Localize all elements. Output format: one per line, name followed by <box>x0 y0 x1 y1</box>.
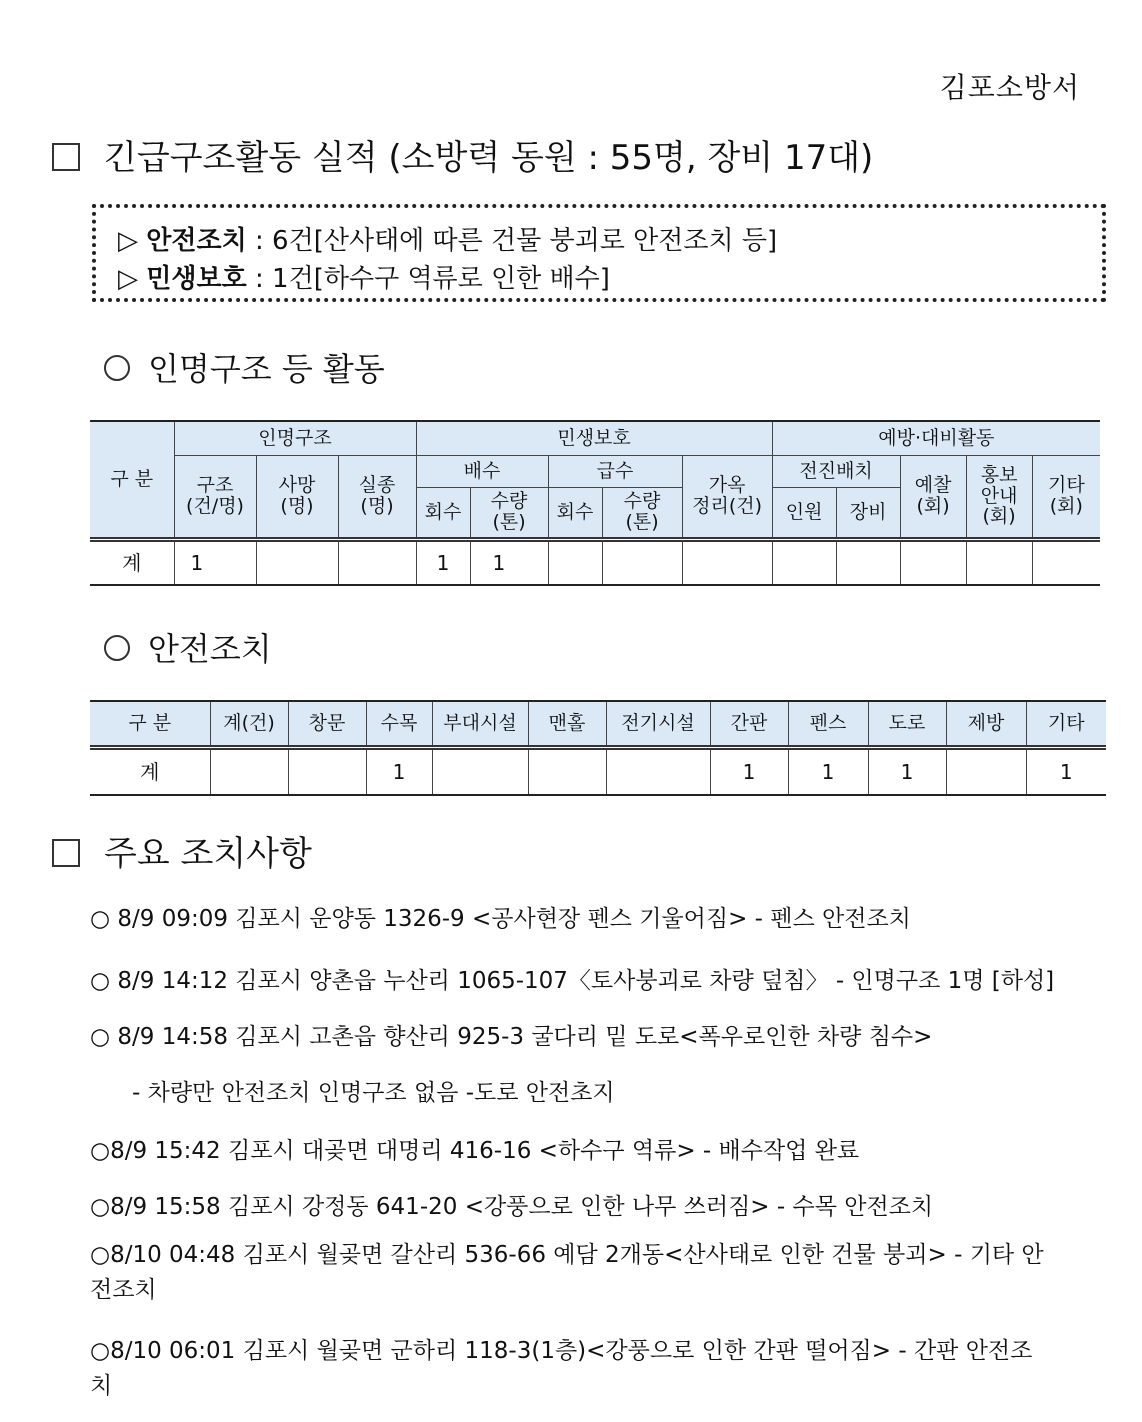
safety-header: 구 분 <box>90 701 210 747</box>
total-cell <box>338 539 416 585</box>
header-water-supply: 급수 <box>548 455 682 487</box>
total-cell <box>288 747 366 795</box>
safety-header: 계(건) <box>210 701 288 747</box>
triangle-marker-icon: ▷ <box>118 226 138 256</box>
action-item: ○ 8/9 09:09 김포시 운양동 1326-9 <공사현장 펜스 기울어짐> - 펜스 안전조치 <box>90 906 911 932</box>
total-cell: 1 <box>366 747 432 795</box>
safety-header: 수목 <box>366 701 432 747</box>
section-title-text: 주요 조치사항 <box>104 834 312 874</box>
safety-header: 펜스 <box>788 701 868 747</box>
safety-measures-table <box>90 700 1106 796</box>
total-cell <box>256 539 338 585</box>
action-item: ○8/9 15:58 김포시 강정동 641-20 <강풍으로 인한 나무 쓰러짐> - 수목 안전조치 <box>90 1194 934 1220</box>
header-death: 사망 (명) <box>256 455 338 539</box>
organization-name: 김포소방서 <box>939 71 1080 104</box>
safety-header: 부대시설 <box>432 701 528 747</box>
checkbox-square-icon <box>52 143 80 171</box>
row-label-header: 구 분 <box>90 421 174 539</box>
summary-box <box>92 204 1106 302</box>
total-cell: 1 <box>868 747 946 795</box>
header-drain: 배수 <box>416 455 548 487</box>
safety-header: 간판 <box>710 701 788 747</box>
total-cell <box>210 747 288 795</box>
total-cell: 1 <box>788 747 868 795</box>
action-item: ○8/9 15:42 김포시 대곶면 대명리 416-16 <하수구 역류> - 배수작업 완료 <box>90 1138 860 1164</box>
summary-text: 6건[산사태에 따른 건물 붕괴로 안전조치 등] <box>272 226 778 256</box>
total-cell <box>548 539 602 585</box>
summary-label: 민생보호 <box>146 264 247 294</box>
summary-separator: : <box>246 264 273 294</box>
action-item: ○8/10 06:01 김포시 월곶면 군하리 118-3(1층)<강풍으로 인한 간판 떨어짐> - 간판 안전조치 <box>90 1338 1033 1399</box>
total-cell <box>602 539 682 585</box>
header-patrol: 예찰 (회) <box>900 455 966 539</box>
total-row-label: 계 <box>90 539 174 585</box>
total-cell <box>606 747 710 795</box>
safety-header: 맨홀 <box>528 701 606 747</box>
safety-header: 도로 <box>868 701 946 747</box>
action-item: ○8/10 04:48 김포시 월곶면 갈산리 536-66 예담 2개동<산사태로 인한 건물 붕괴> - 기타 안전조치 <box>90 1242 1044 1303</box>
header-house-cleanup: 가옥 정리(건) <box>682 455 772 539</box>
subsection-title-text: 안전조치 <box>148 630 272 668</box>
rescue-activity-table <box>90 420 1100 586</box>
summary-line-livelihood <box>118 258 610 295</box>
header-water-count: 회수 <box>548 487 602 539</box>
subsection-title-text: 인명구조 등 활동 <box>148 350 385 388</box>
safety-header: 창문 <box>288 701 366 747</box>
triangle-marker-icon: ▷ <box>118 264 138 294</box>
total-cell <box>900 539 966 585</box>
subsection-title-rescue <box>104 344 385 390</box>
circle-bullet-icon <box>104 355 130 381</box>
header-forward-deploy: 전진배치 <box>772 455 900 487</box>
safety-header: 전기시설 <box>606 701 710 747</box>
total-cell <box>966 539 1032 585</box>
summary-line-safety <box>118 220 777 257</box>
checkbox-square-icon <box>52 839 80 867</box>
summary-label: 안전조치 <box>146 226 247 256</box>
header-deploy-equip: 장비 <box>836 487 900 539</box>
header-etc: 기타 (회) <box>1032 455 1100 539</box>
total-cell: 1 <box>470 539 548 585</box>
total-cell: 1 <box>174 539 256 585</box>
total-cell: 1 <box>416 539 470 585</box>
total-cell <box>836 539 900 585</box>
total-cell <box>1032 539 1100 585</box>
summary-separator: : <box>246 226 273 256</box>
section-title-major-actions <box>52 826 312 875</box>
section-title-emergency-rescue <box>52 130 873 179</box>
safety-header: 기타 <box>1026 701 1106 747</box>
section-title-text: 긴급구조활동 실적 (소방력 동원 : 55명, 장비 17대) <box>104 138 874 178</box>
safety-header: 제방 <box>946 701 1026 747</box>
total-cell <box>682 539 772 585</box>
total-cell <box>528 747 606 795</box>
header-drain-amount: 수량 (톤) <box>470 487 548 539</box>
header-missing: 실종 (명) <box>338 455 416 539</box>
group-header-prevention: 예방·대비활동 <box>772 421 1100 455</box>
total-cell <box>946 747 1026 795</box>
header-deploy-person: 인원 <box>772 487 836 539</box>
circle-bullet-icon <box>104 635 130 661</box>
action-item: ○ 8/9 14:12 김포시 양촌읍 누산리 1065-107〈토사붕괴로 차량 덮침〉 - 인명구조 1명 [하성] <box>90 968 1055 994</box>
header-water-amount: 수량 (톤) <box>602 487 682 539</box>
group-header-rescue: 인명구조 <box>174 421 416 455</box>
header-drain-count: 회수 <box>416 487 470 539</box>
total-row-label: 계 <box>90 747 210 795</box>
header-promotion: 홍보 안내 (회) <box>966 455 1032 539</box>
group-header-livelihood: 민생보호 <box>416 421 772 455</box>
subsection-title-safety <box>104 624 272 670</box>
header-rescue-count: 구조 (건/명) <box>174 455 256 539</box>
total-cell <box>772 539 836 585</box>
total-cell: 1 <box>1026 747 1106 795</box>
action-item-detail: - 차량만 안전조치 인명구조 없음 -도로 안전초지 <box>132 1080 615 1106</box>
summary-text: 1건[하수구 역류로 인한 배수] <box>272 264 610 294</box>
total-cell <box>432 747 528 795</box>
total-cell: 1 <box>710 747 788 795</box>
action-item: ○ 8/9 14:58 김포시 고촌읍 향산리 925-3 굴다리 밑 도로<폭우로인한 차량 침수> <box>90 1024 933 1050</box>
